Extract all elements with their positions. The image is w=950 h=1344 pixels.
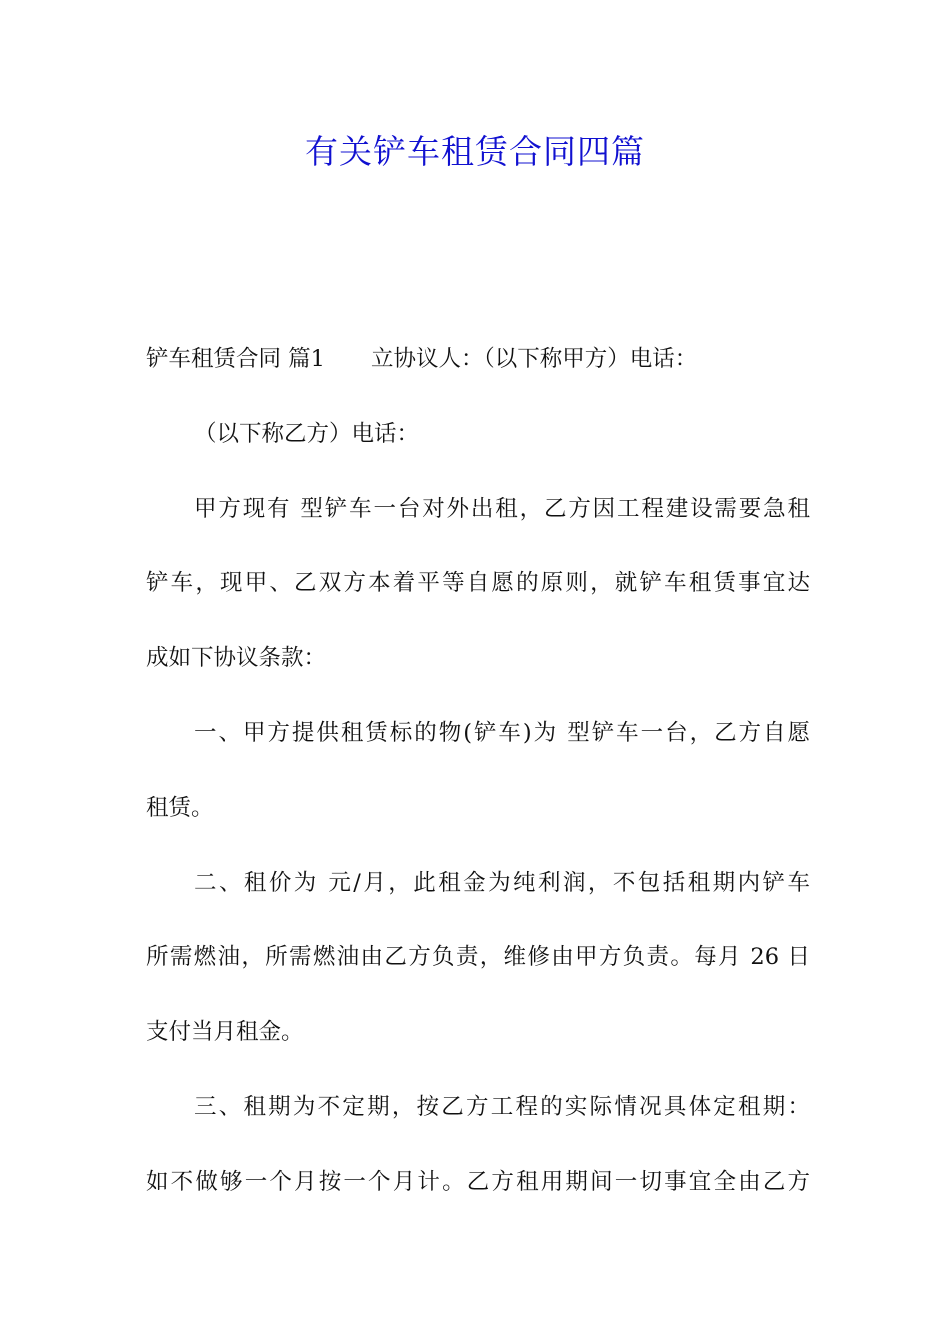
heading-line bbox=[146, 334, 810, 409]
contract-heading: 铲车租赁合同 篇1 bbox=[146, 346, 325, 372]
paragraph-line: 所需燃油，所需燃油由乙方负责，维修由甲方负责。每月 26 日 bbox=[146, 944, 810, 971]
paragraph-line: （以下称乙方）电话： bbox=[194, 420, 420, 447]
party-a-line: 立协议人：（以下称甲方）电话： bbox=[370, 346, 698, 372]
paragraph-line: 成如下协议条款： bbox=[146, 645, 327, 672]
paragraph-line: 二、租价为 元/月，此租金为纯利润，不包括租期内铲车 bbox=[194, 869, 810, 896]
paragraph-line: 租赁。 bbox=[146, 794, 214, 821]
document-title: 有关铲车租赁合同四篇 bbox=[305, 132, 645, 171]
paragraph-line: 三、租期为不定期，按乙方工程的实际情况具体定租期： bbox=[194, 1093, 810, 1120]
paragraph-line: 铲车，现甲、乙双方本着平等自愿的原则，就铲车租赁事宜达 bbox=[146, 570, 810, 597]
paragraph-line: 甲方现有 型铲车一台对外出租，乙方因工程建设需要急租 bbox=[194, 495, 810, 522]
paragraph-line: 支付当月租金。 bbox=[146, 1019, 304, 1046]
document-body bbox=[146, 334, 810, 1232]
paragraph-line: 一、甲方提供租赁标的物(铲车)为 型铲车一台，乙方自愿 bbox=[194, 719, 810, 746]
paragraph-line: 如不做够一个月按一个月计。乙方租用期间一切事宜全由乙方 bbox=[146, 1168, 810, 1195]
